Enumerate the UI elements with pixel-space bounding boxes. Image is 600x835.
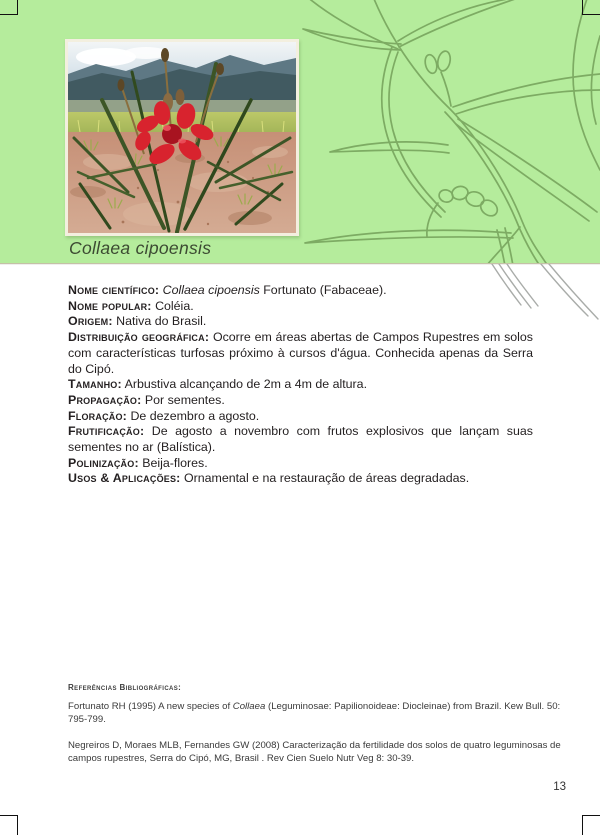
field-value: Collaea cipoensis	[162, 283, 260, 297]
field-value: De agosto a novembro com frutos explosivos que lançam suas sementes no ar (Balística).	[68, 424, 533, 455]
field-row	[68, 283, 533, 299]
field-label: Polinização:	[68, 455, 139, 470]
field-row	[68, 424, 533, 455]
field-label: Nome científico:	[68, 283, 160, 297]
reference-text: (Leguminosae: Papilionoideae: Diocleinae) from Brazil. Kew Bull. 50: 795-799.	[68, 701, 561, 725]
fields-container	[68, 283, 533, 487]
field-value: Beija-flores.	[142, 455, 208, 470]
references-container	[68, 701, 573, 779]
reference-text: Negreiros D, Moraes MLB, Fernandes GW (2008) Caracterização da fertilidade dos solos de quatro leguminosas de campos rupestres, Serra do Cipó, MG, Brasil . Rev Cien Suelo Nutr Veg 8: 30-39.	[68, 739, 561, 764]
field-row	[68, 299, 533, 315]
field-label: Propagação:	[68, 392, 142, 407]
field-label: Floração:	[68, 408, 127, 423]
field-label: Distribuição geográfica:	[68, 330, 210, 345]
field-value: Arbustiva alcançando de 2m a 4m de altura.	[124, 377, 368, 392]
reference-item	[68, 740, 573, 766]
field-row	[68, 409, 533, 425]
reference-text: Fortunato RH (1995) A new species of	[68, 701, 233, 712]
field-value: Por sementes.	[144, 392, 225, 407]
field-value: De dezembro a agosto.	[130, 408, 260, 423]
field-row	[68, 456, 533, 472]
references-heading: Referências Bibliográficas:	[68, 683, 182, 692]
crop-mark-bottom-right	[582, 815, 600, 835]
field-label: Origem:	[68, 314, 113, 329]
crop-mark-bottom-left	[0, 815, 18, 835]
field-row	[68, 471, 533, 487]
field-row	[68, 393, 533, 409]
field-row	[68, 314, 533, 330]
field-row	[68, 377, 533, 393]
field-value: Ornamental e na restauração de áreas degradadas.	[183, 471, 470, 486]
field-value: Nativa do Brasil.	[116, 314, 207, 329]
crop-mark-top-right	[582, 0, 600, 15]
page-number: 13	[553, 781, 566, 793]
field-label: Tamanho:	[68, 377, 122, 392]
species-photo	[65, 39, 299, 236]
reference-text: Collaea	[232, 701, 266, 712]
field-label: Usos & Aplicações:	[68, 471, 181, 486]
field-label: Nome popular:	[68, 298, 152, 313]
reference-item	[68, 701, 573, 727]
field-value: Coléia.	[155, 298, 194, 313]
crop-mark-top-left	[0, 0, 18, 15]
species-title: Collaea cipoensis	[69, 238, 212, 258]
field-value: Fortunato (Fabaceae).	[259, 283, 387, 297]
species-photo-image	[68, 42, 296, 233]
field-row	[68, 330, 533, 377]
field-label: Frutificação:	[68, 424, 145, 439]
field-value: Ocorre em áreas abertas de Campos Rupestres em solos com características turfosas próximo à cursos d'água. Conhecida apenas da Serra do Cipó.	[68, 330, 533, 376]
